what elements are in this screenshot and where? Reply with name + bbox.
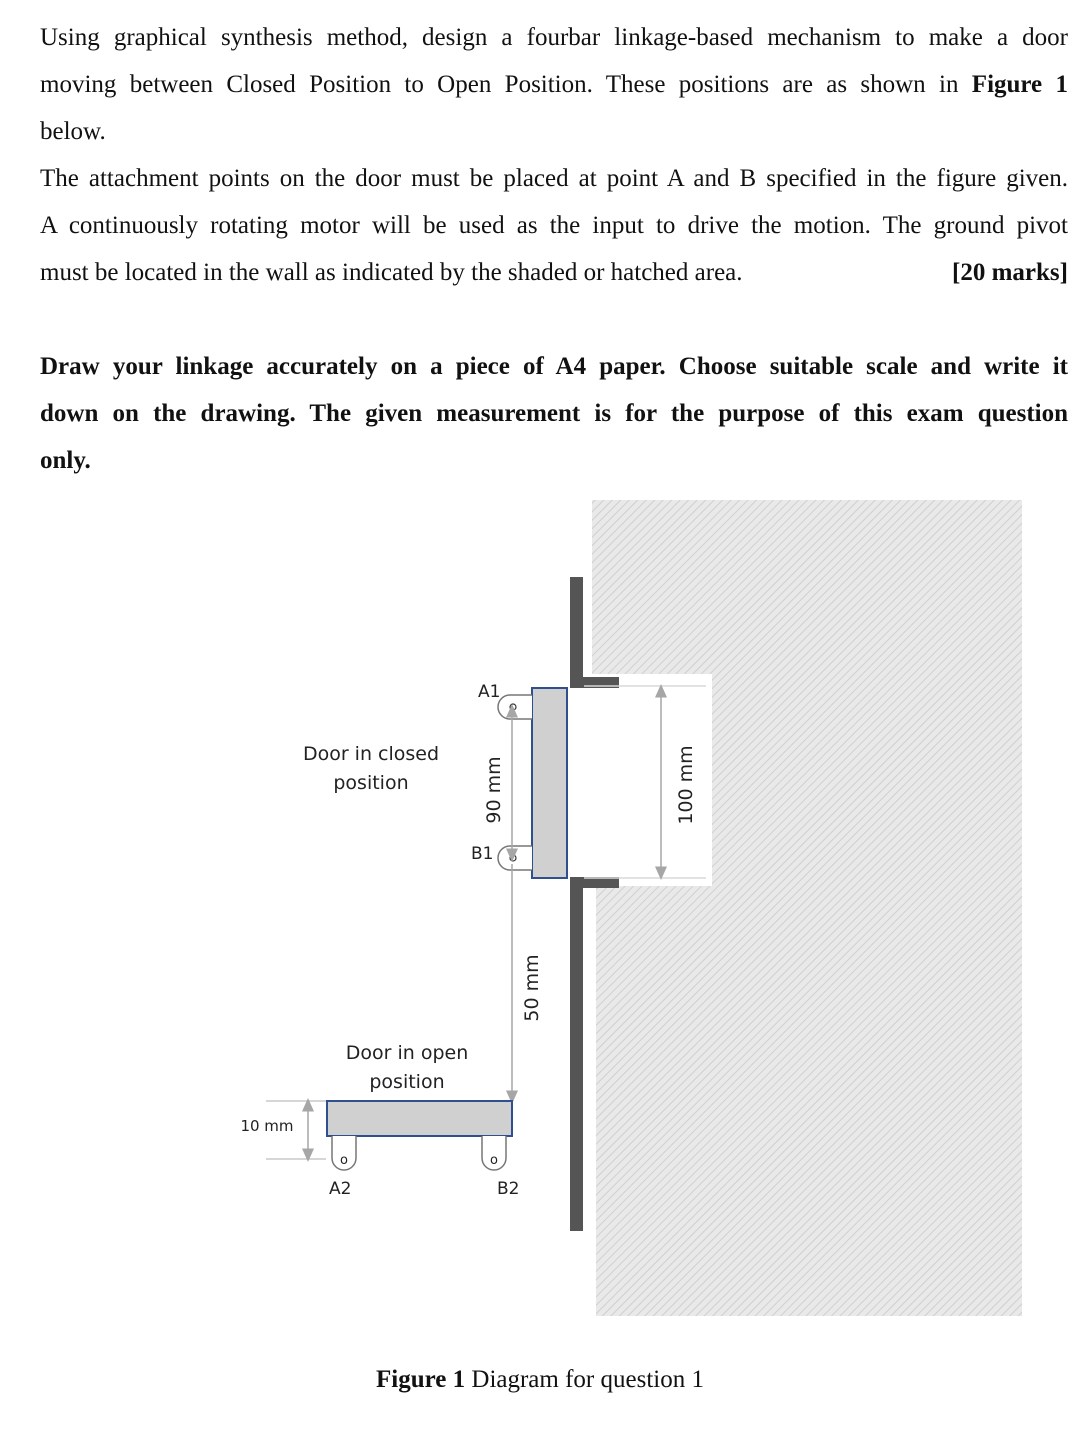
label-door-closed-2: position <box>333 772 409 794</box>
hinge-b1-icon <box>498 846 532 870</box>
p1-line-1: Using graphical synthesis method, design a fourbar linkage-based mechanism to make a door <box>40 24 1068 51</box>
label-dim-90: 90 mm <box>483 756 505 824</box>
p3-line-2: down on the drawing. The given measurement is for the purpose of this exam question <box>40 400 1068 427</box>
door-open <box>327 1101 512 1136</box>
label-door-open-1: Door in open <box>345 1042 469 1064</box>
figure-caption <box>0 1366 1080 1394</box>
hinge-a1-icon <box>498 695 532 719</box>
caption-text: Diagram for question 1 <box>471 1366 704 1393</box>
label-door-open-2: position <box>369 1071 445 1093</box>
label-door-closed-1: Door in closed <box>302 743 440 765</box>
figure-reference: Figure 1 <box>971 71 1068 98</box>
p1-line-2-text: moving between Closed Position to Open Position. These positions are as shown in <box>40 71 959 98</box>
label-point-a1: A1 <box>478 682 501 702</box>
p3-line-1: Draw your linkage accurately on a piece of A4 paper. Choose suitable scale and write it <box>40 353 1068 380</box>
caption-figure-number: Figure 1 <box>376 1366 466 1393</box>
wall-edge-lower <box>570 877 583 1231</box>
label-dim-50: 50 mm <box>521 954 543 1022</box>
label-point-a2: A2 <box>329 1179 352 1199</box>
wall-edge-upper <box>570 577 583 688</box>
p2-line-3-text: must be located in the wall as indicated by the shaded or hatched area. <box>40 259 743 286</box>
marks-label: [20 marks] <box>952 259 1068 286</box>
p3-line-3: only. <box>40 447 91 474</box>
p1-line-3: below. <box>40 118 106 145</box>
label-point-b2: B2 <box>497 1179 520 1199</box>
label-dim-10: 10 mm <box>240 1117 294 1135</box>
hatched-wall-area <box>592 500 1022 1316</box>
p2-line-1: The attachment points on the door must be placed at point A and B specified in the figure given. <box>40 165 1068 192</box>
label-point-b1: B1 <box>471 844 494 864</box>
pin-b2-mark: o <box>490 1153 498 1168</box>
pin-a2-mark: o <box>340 1153 348 1168</box>
label-dim-100: 100 mm <box>675 745 697 825</box>
door-closed <box>532 688 567 878</box>
p2-line-2: A continuously rotating motor will be used as the input to drive the motion. The ground pivot <box>40 212 1068 239</box>
